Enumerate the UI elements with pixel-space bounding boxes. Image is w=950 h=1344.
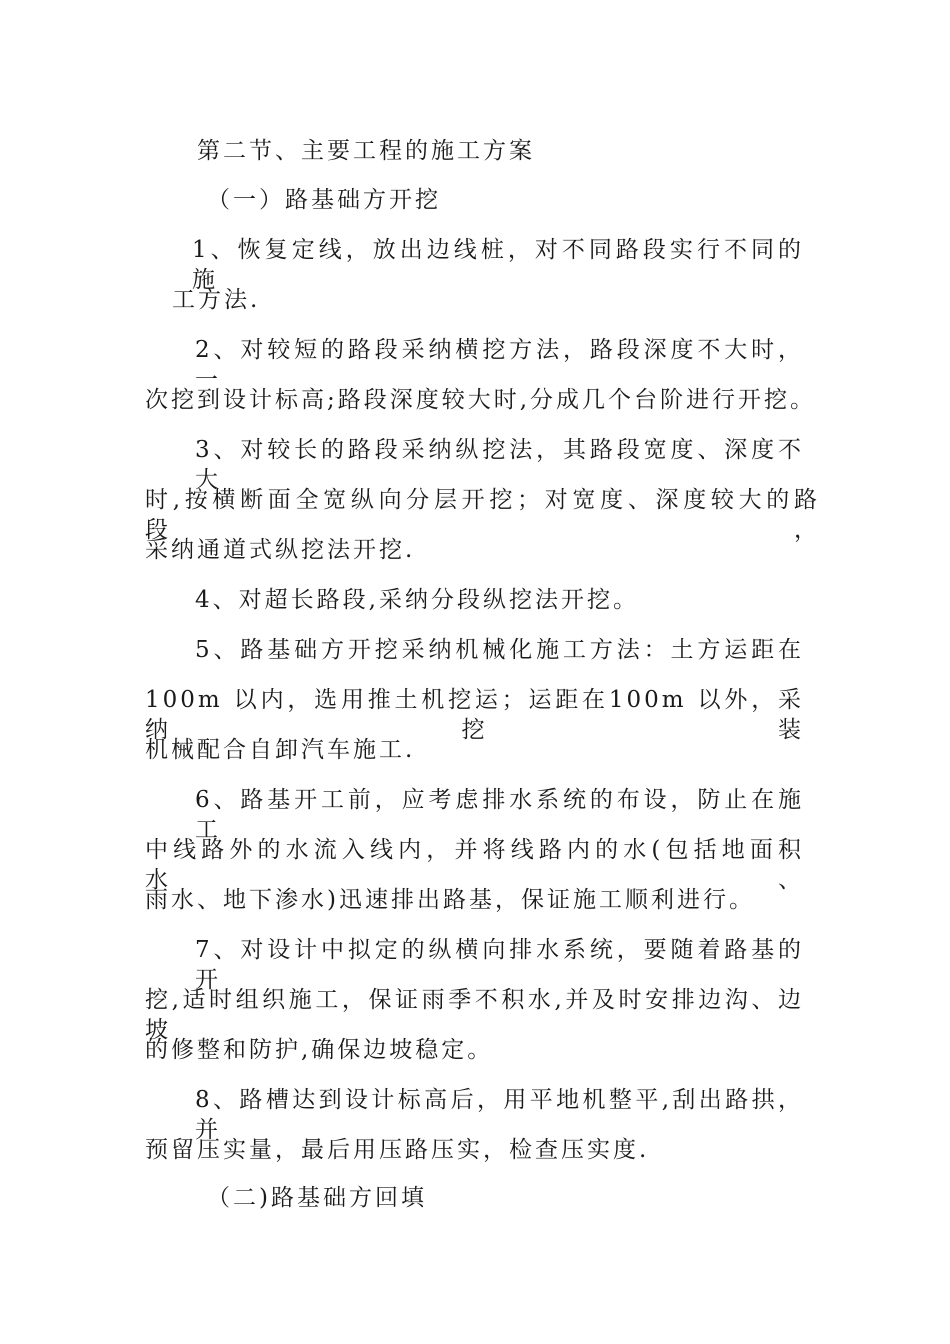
subsection-title-excavation: （一）路基础方开挖 [207, 187, 441, 213]
paragraph-6-line-3: 雨水、地下渗水)迅速排出路基，保证施工顺利进行。 [145, 887, 755, 913]
paragraph-2-line-1: 2、对较短的路段采纳横挖方法，路段深度不大时，一 [195, 337, 804, 393]
paragraph-5-line-3: 机械配合自卸汽车施工. [145, 737, 416, 763]
section-title: 第二节、主要工程的施工方案 [197, 138, 535, 164]
paragraph-3-line-2: 时,按横断面全宽纵向分层开挖；对宽度、深度较大的路段， [145, 487, 820, 543]
paragraph-1-line-2: 工方法. [172, 287, 261, 313]
paragraph-7-line-2: 挖,适时组织施工，保证雨季不积水,并及时安排边沟、边坡 [145, 987, 804, 1043]
paragraph-8-line-1: 8、路槽达到设计标高后，用平地机整平,刮出路拱，并 [195, 1087, 804, 1143]
paragraph-5-line-1: 5、路基础方开挖采纳机械化施工方法：土方运距在 [195, 637, 804, 663]
paragraph-6-line-2: 中线路外的水流入线内，并将线路内的水(包括地面积水、 [145, 837, 804, 893]
subsection-title-backfill: （二)路基础方回填 [207, 1185, 427, 1211]
paragraph-8-line-2: 预留压实量，最后用压路压实，检查压实度. [145, 1137, 650, 1163]
paragraph-3-line-1: 3、对较长的路段采纳纵挖法，其路段宽度、深度不大 [195, 437, 804, 493]
paragraph-4-line-1: 4、对超长路段,采纳分段纵挖法开挖。 [195, 587, 639, 613]
paragraph-2-line-2: 次挖到设计标高;路段深度较大时,分成几个台阶进行开挖。 [145, 387, 817, 413]
paragraph-1-line-1: 1、恢复定线，放出边线桩，对不同路段实行不同的施 [192, 237, 804, 293]
paragraph-6-line-1: 6、路基开工前，应考虑排水系统的布设，防止在施工 [195, 787, 804, 843]
paragraph-5-line-2: 100m 以内，选用推土机挖运；运距在100m 以外，采纳挖装 [145, 687, 804, 743]
paragraph-7-line-3: 的修整和防护,确保边坡稳定。 [145, 1037, 494, 1063]
paragraph-7-line-1: 7、对设计中拟定的纵横向排水系统，要随着路基的开 [195, 937, 804, 993]
paragraph-3-line-3: 采纳通道式纵挖法开挖. [145, 537, 416, 563]
